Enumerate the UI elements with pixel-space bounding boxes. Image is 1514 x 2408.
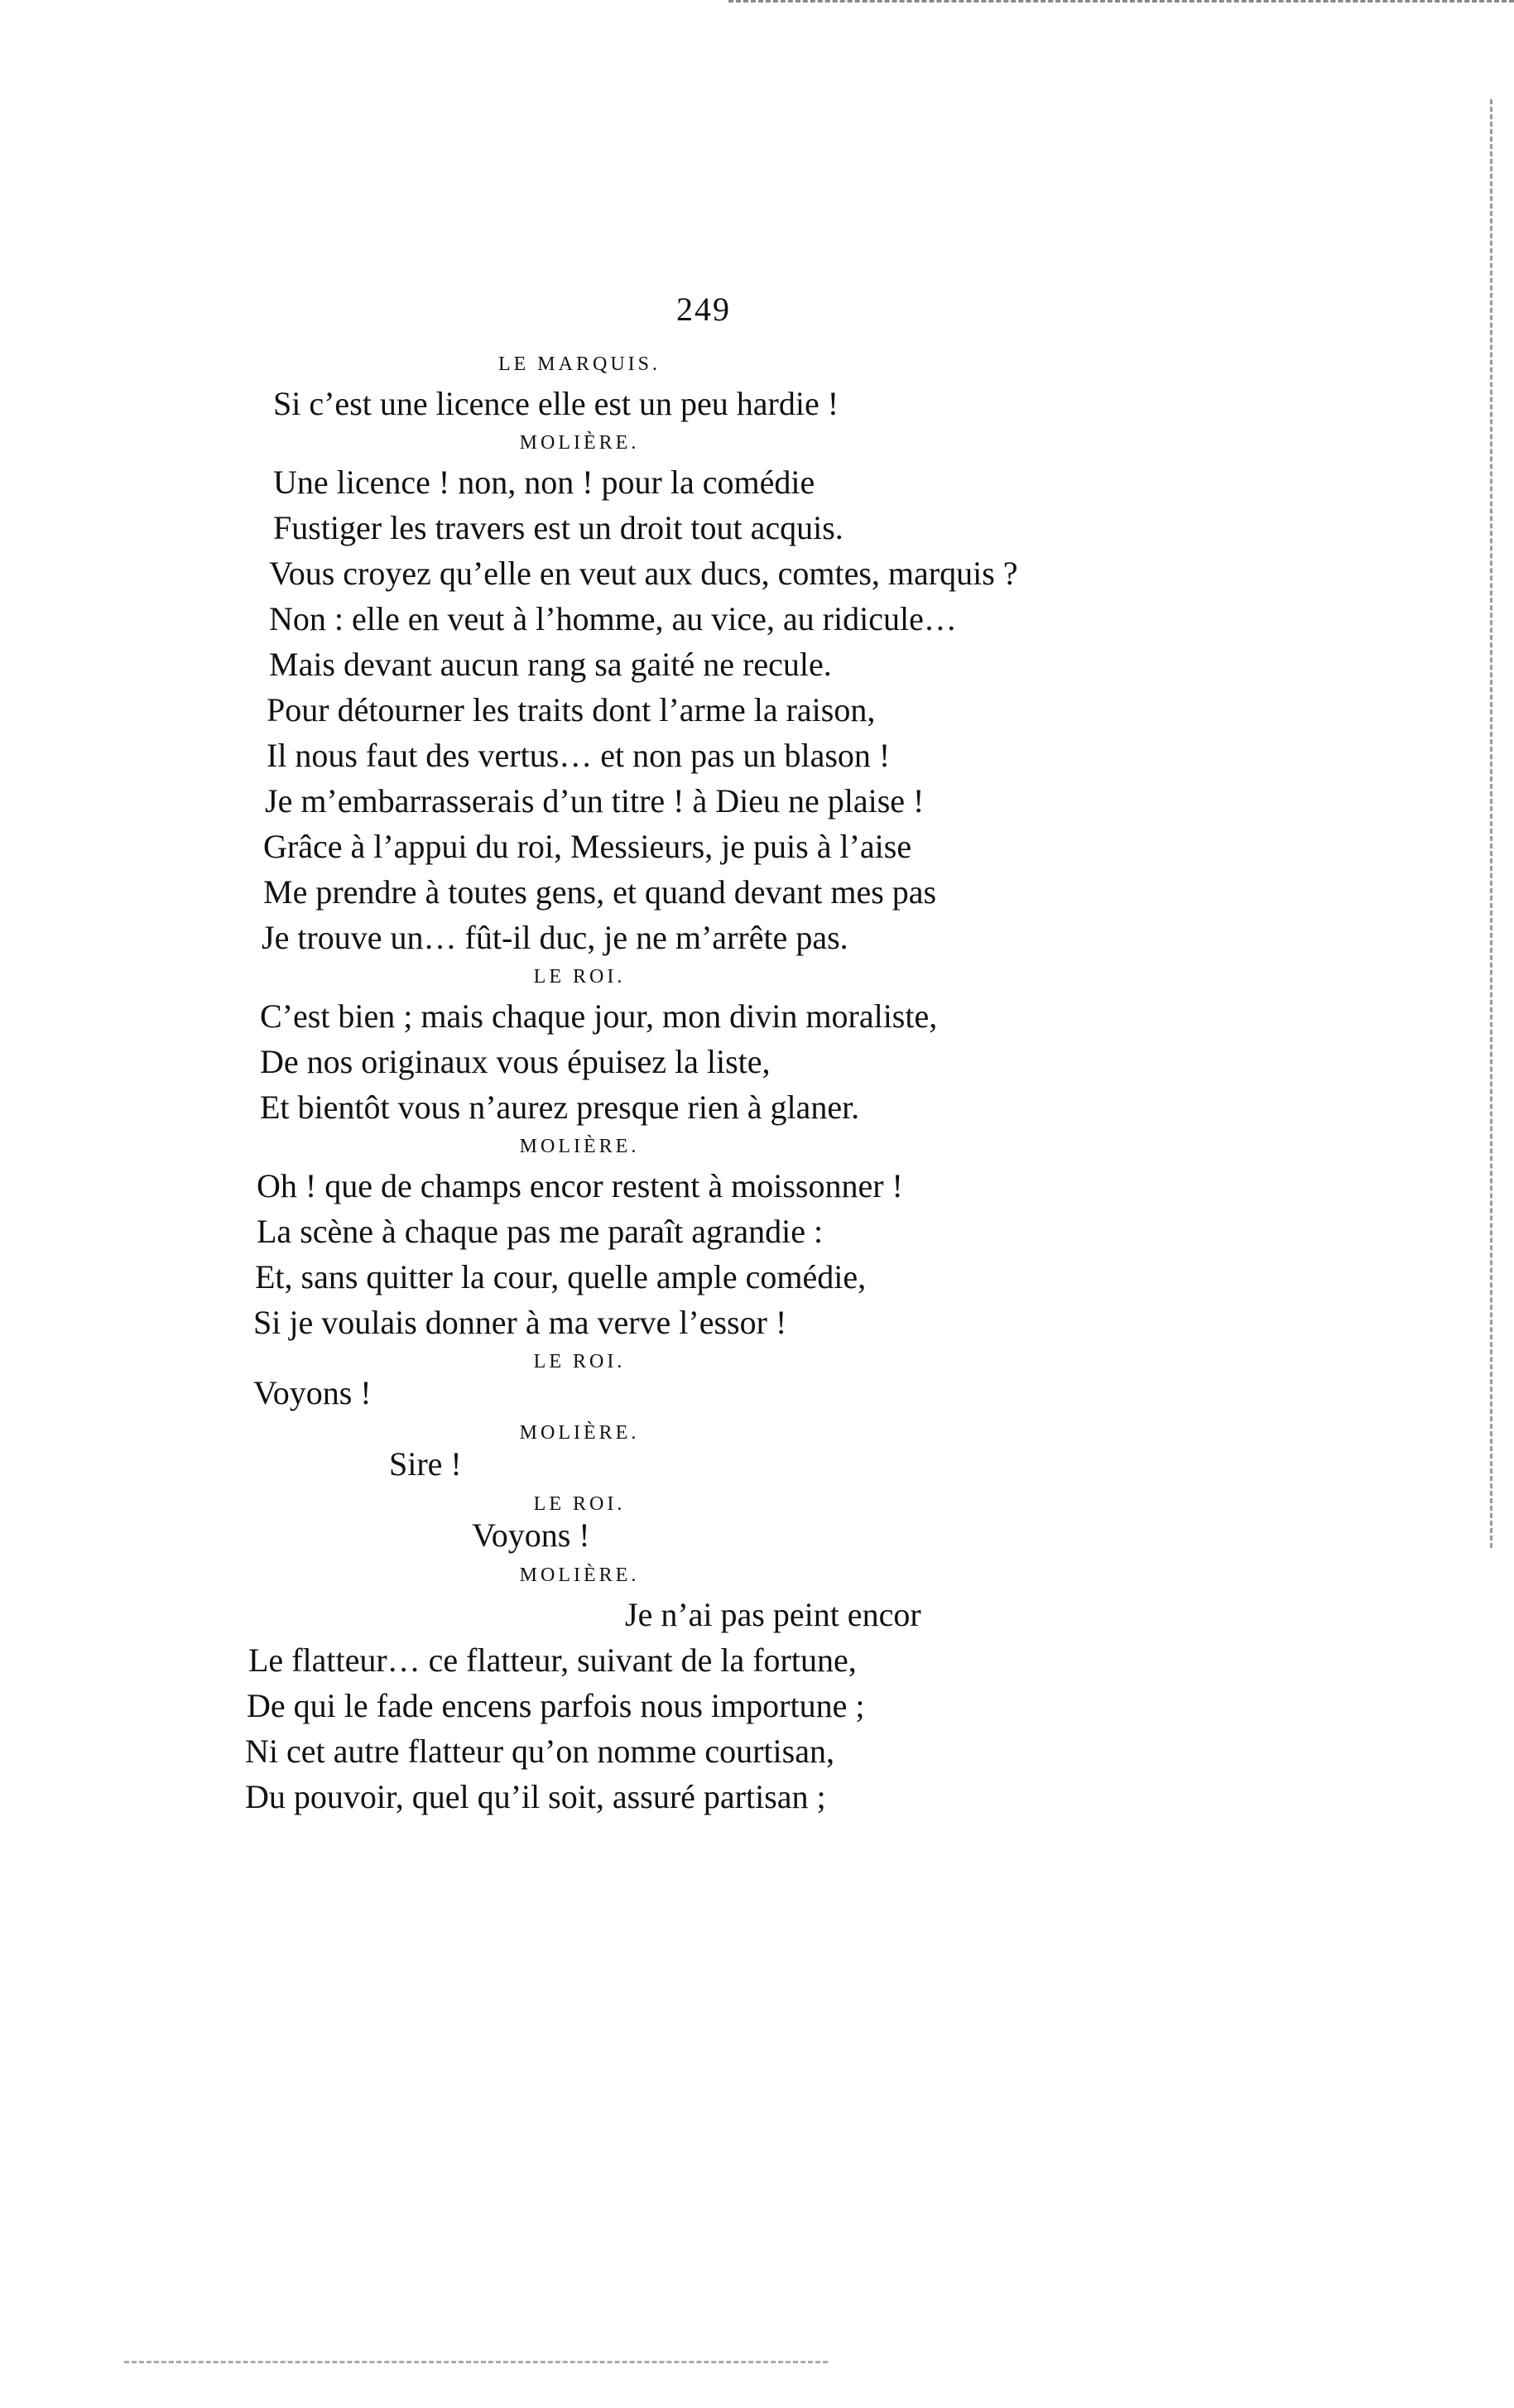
- verse-line: Pour détourner les traits dont l’arme la raison,: [267, 691, 876, 728]
- verse-line: Voyons !: [253, 1374, 372, 1411]
- verse-line: Une licence ! non, non ! pour la comédie: [273, 464, 815, 501]
- exchange-row: [0, 1488, 1514, 1559]
- verse-line: Si c’est une licence elle est un peu hardie !: [273, 385, 839, 422]
- exchange-row: [0, 1345, 1514, 1416]
- verse-line: Je trouve un… fût-il duc, je ne m’arrête pas.: [262, 919, 848, 956]
- verse-line: Oh ! que de champs encor restent à moissonner !: [257, 1167, 903, 1204]
- verse-line: Grâce à l’appui du roi, Messieurs, je puis à l’aise: [263, 828, 912, 865]
- page-number: 249: [676, 291, 731, 328]
- verse-line: Et bientôt vous n’aurez presque rien à glaner.: [260, 1089, 860, 1126]
- dialogue-exchange: [0, 1345, 1514, 1559]
- verse-line: Il nous faut des vertus… et non pas un blason !: [267, 737, 891, 774]
- verse-line: C’est bien ; mais chaque jour, mon divin moraliste,: [260, 997, 938, 1035]
- verse-line: Le flatteur… ce flatteur, suivant de la fortune,: [248, 1641, 857, 1679]
- top-dashed-rule: [728, 0, 1514, 6]
- speech-block: [0, 960, 1514, 1130]
- speaker-name: LE ROI.: [533, 966, 626, 988]
- final-passage: [0, 1559, 1514, 1819]
- verse-line: Sire !: [389, 1445, 462, 1483]
- verse-line: Me prendre à toutes gens, et quand devant mes pas: [263, 873, 937, 911]
- speaker-name: LE ROI.: [533, 1351, 626, 1372]
- verse-line: Du pouvoir, quel qu’il soit, assuré partisan ;: [245, 1778, 826, 1815]
- verse-line: Vous croyez qu’elle en veut aux ducs, comtes, marquis ?: [269, 555, 1018, 592]
- speaker-name: LE ROI.: [533, 1493, 626, 1515]
- verse-line: La scène à chaque pas me paraît agrandie :: [257, 1213, 824, 1250]
- verse-line: Je n’ai pas peint encor: [625, 1596, 921, 1633]
- speaker-name: MOLIÈRE.: [519, 1422, 640, 1444]
- verse-line: Mais devant aucun rang sa gaité ne recule.: [269, 646, 832, 683]
- play-text: [0, 348, 1514, 1819]
- verse-line: Et, sans quitter la cour, quelle ample comédie,: [255, 1258, 867, 1295]
- speech-block: [0, 426, 1514, 960]
- speech-block: [0, 348, 1514, 426]
- speaker-name: MOLIÈRE.: [519, 432, 640, 454]
- verse-line: Voyons !: [472, 1516, 590, 1554]
- verse-line: Fustiger les travers est un droit tout acquis.: [273, 509, 844, 546]
- verse-line: Je m’embarrasserais d’un titre ! à Dieu ne plaise !: [265, 782, 925, 819]
- passages-container: [0, 348, 1514, 1345]
- speaker-name: MOLIÈRE.: [519, 1136, 640, 1157]
- speech-block: [0, 1130, 1514, 1345]
- verse-line: Non : elle en veut à l’homme, au vice, au ridicule…: [269, 600, 957, 637]
- speaker-name: LE MARQUIS.: [497, 353, 661, 375]
- verse-line: De qui le fade encens parfois nous importune ;: [247, 1687, 865, 1724]
- verse-line: Si je voulais donner à ma verve l’essor !: [253, 1304, 787, 1341]
- bottom-dashed-rule: [124, 2361, 828, 2367]
- speaker-name: MOLIÈRE.: [519, 1564, 640, 1586]
- verse-line: De nos originaux vous épuisez la liste,: [260, 1043, 771, 1080]
- verse-line: Ni cet autre flatteur qu’on nomme courtisan,: [245, 1733, 834, 1770]
- exchange-row: [0, 1416, 1514, 1488]
